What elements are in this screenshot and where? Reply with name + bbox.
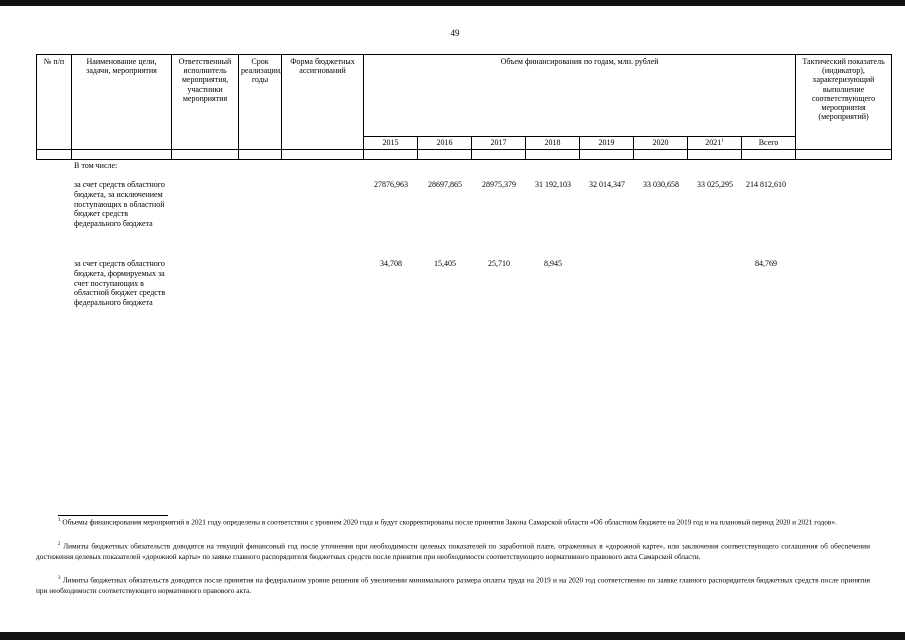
row2-name: за счет средств областного бюджета, формируемых за счет поступающих в областной бюджет средств федерального бюджета	[74, 259, 166, 307]
col-header-executor: Ответственный исполнитель мероприятия, участники мероприятия	[172, 55, 239, 150]
year-2021: 2021$^1$	[688, 137, 742, 150]
row1-name: за счет средств областного бюджета, за исключением поступающих в областной бюджет средств федерального бюджета	[74, 180, 165, 228]
page-number: 49	[450, 28, 460, 38]
row2-2015: 34,708	[380, 259, 402, 268]
year-2020: 2020	[634, 137, 688, 150]
row1-2021: 33 025,295	[697, 180, 733, 189]
year-2018: 2018	[526, 137, 580, 150]
row1-2017: 28975,379	[482, 180, 516, 189]
col-header-form: Форма бюджетных ассигнований	[282, 55, 364, 150]
col-header-volume: Объем финансирования по годам, млн. рублей	[364, 55, 796, 137]
year-2015: 2015	[364, 137, 418, 150]
col-header-number: № п/п	[37, 55, 72, 150]
row2-2016: 15,405	[434, 259, 456, 268]
footnote-3: $^3$ Лимиты бюджетных обязательств доводятся после принятия на федеральном уровне решения об увеличении минимального размера оплаты труда на 2019 и на 2020 год соответственно по заявке главного распорядителя бюджетных средств после принятия при необходимости соответствующего нормативного правового акта.	[36, 575, 870, 595]
row1-2015: 27876,963	[374, 180, 408, 189]
top-border	[0, 0, 905, 6]
row1-2019: 32 014,347	[589, 180, 625, 189]
footnote-separator	[58, 515, 168, 516]
col-header-name: Наименование цели, задачи, мероприятия	[72, 55, 172, 150]
footnote-2: $^2$ Лимиты бюджетных обязательств доводятся на текущий финансовый год после уточнения при необходимости целевых показателей по заработной плате, отраженных в «дорожной карте», или заключения соответствующего соглашения об обеспечении достижения целевых показателей «дорожной карты» по заявке главного распорядителя бюджетных средств после принятия при необходимости соответствующего нормативного правового акта Самарской области.	[36, 541, 870, 561]
row2-2018: 8,945	[544, 259, 562, 268]
including-label: В том числе:	[74, 161, 118, 170]
row1-total: 214 812,610	[746, 180, 786, 189]
row1-2018: 31 192,103	[535, 180, 571, 189]
row2-total: 84,769	[755, 259, 777, 268]
col-header-term: Срок реализации, годы	[239, 55, 282, 150]
col-header-indicator: Тактический показатель (индикатор), характеризующий выполнение соответствующего мероприятия (мероприятий)	[796, 55, 892, 150]
year-2017: 2017	[472, 137, 526, 150]
bottom-border	[0, 632, 905, 640]
year-total: Всего	[742, 137, 796, 150]
year-2016: 2016	[418, 137, 472, 150]
row2-2017: 25,710	[488, 259, 510, 268]
year-2019: 2019	[580, 137, 634, 150]
row1-2020: 33 030,658	[643, 180, 679, 189]
footnote-1: $^1$ Объемы финансирования мероприятий в 2021 году определены в соответствии с уровнем 2020 года и будут скорректированы после принятия Закона Самарской области «Об областном бюджете на 2019 год и на плановый период 2020 и 2021 годов».	[58, 517, 837, 527]
row1-2016: 28697,865	[428, 180, 462, 189]
table-header	[36, 54, 892, 160]
